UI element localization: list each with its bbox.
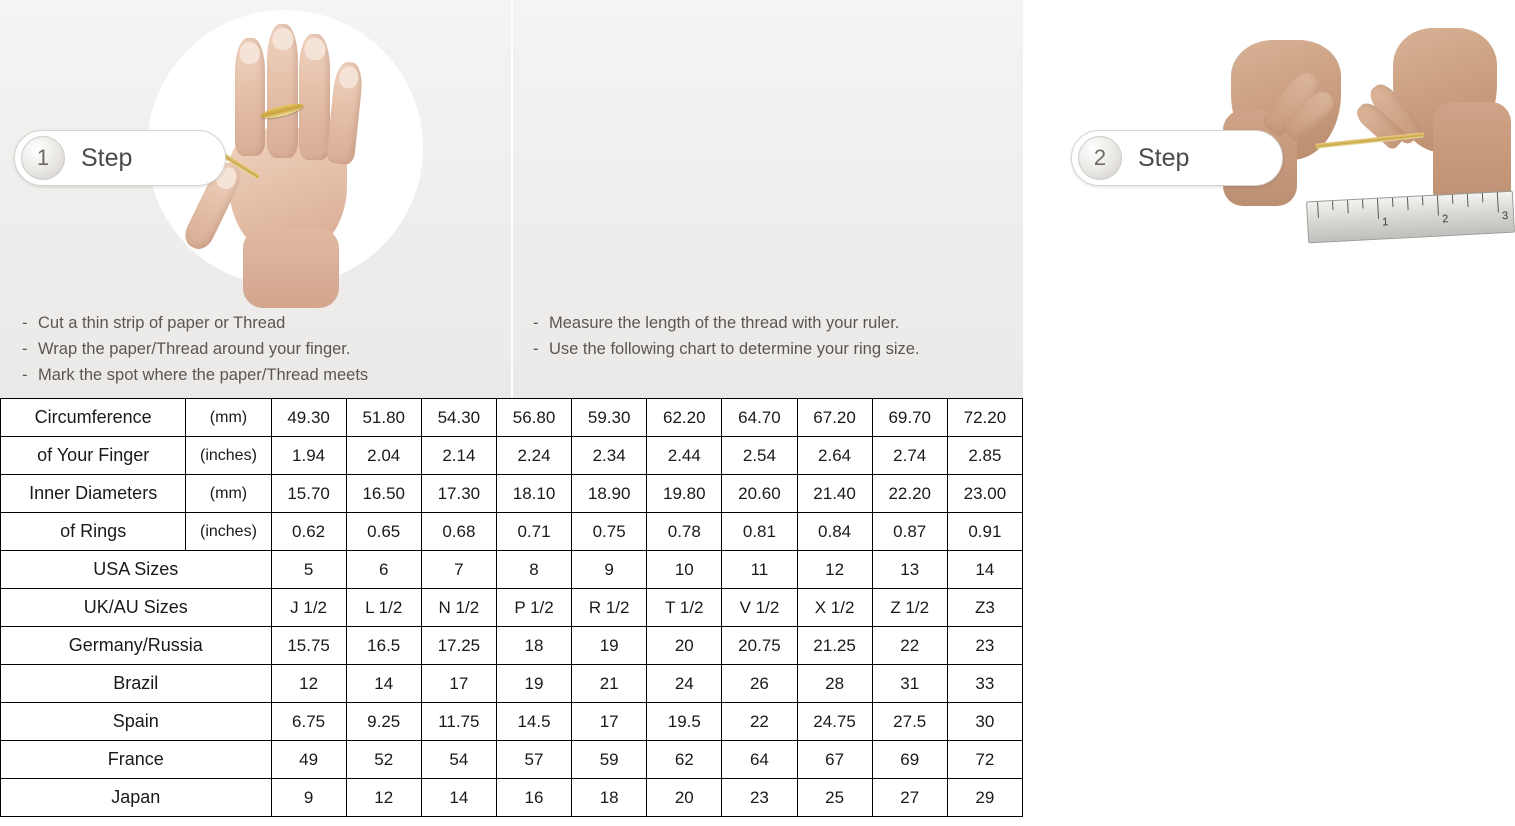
cell: Z3 (947, 589, 1022, 627)
cell: 1.94 (271, 437, 346, 475)
table-row (1, 665, 1023, 703)
cell: 23 (722, 779, 797, 817)
cell: 20.60 (722, 475, 797, 513)
row-label: France (1, 741, 272, 779)
cell: J 1/2 (271, 589, 346, 627)
cell: 59.30 (572, 399, 647, 437)
cell: 49 (271, 741, 346, 779)
cell: 0.75 (572, 513, 647, 551)
cell: 67.20 (797, 399, 872, 437)
cell: 22.20 (872, 475, 947, 513)
instruction-text: Wrap the paper/Thread around your finger. (38, 340, 351, 358)
cell: 19.5 (647, 703, 722, 741)
cell: 7 (421, 551, 496, 589)
instruction-line: - Wrap the paper/Thread around your finger. (22, 340, 351, 358)
cell: 21.40 (797, 475, 872, 513)
step-2-number: 2 (1078, 136, 1122, 180)
row-label: UK/AU Sizes (1, 589, 272, 627)
cell: 11 (722, 551, 797, 589)
cell: 62 (647, 741, 722, 779)
cell: 16.5 (346, 627, 421, 665)
cell: 22 (872, 627, 947, 665)
cell: 0.84 (797, 513, 872, 551)
cell: 2.54 (722, 437, 797, 475)
table-row (1, 741, 1023, 779)
cell: 20 (647, 627, 722, 665)
step-2-badge (1071, 130, 1283, 186)
cell: 19.80 (647, 475, 722, 513)
cell: 2.85 (947, 437, 1022, 475)
cell: 0.62 (271, 513, 346, 551)
cell: 5 (271, 551, 346, 589)
cell: 21.25 (797, 627, 872, 665)
table-row (1, 703, 1023, 741)
cell: 16 (496, 779, 571, 817)
cell: P 1/2 (496, 589, 571, 627)
ring-size-table (0, 398, 1023, 817)
cell: V 1/2 (722, 589, 797, 627)
row-unit: (mm) (186, 475, 271, 513)
cell: 24 (647, 665, 722, 703)
instruction-line: - Use the following chart to determine your ring size. (533, 340, 920, 358)
cell: 6.75 (271, 703, 346, 741)
cell: 15.75 (271, 627, 346, 665)
table-row (1, 779, 1023, 817)
table-row (1, 551, 1023, 589)
cell: 6 (346, 551, 421, 589)
cell: 24.75 (797, 703, 872, 741)
cell: 72.20 (947, 399, 1022, 437)
cell: 64.70 (722, 399, 797, 437)
ruler-number: 2 (1441, 213, 1449, 226)
panel-divider (511, 0, 513, 398)
cell: 26 (722, 665, 797, 703)
cell: 2.34 (572, 437, 647, 475)
cell: 23 (947, 627, 1022, 665)
cell: 18 (496, 627, 571, 665)
row-label: Brazil (1, 665, 272, 703)
cell: 54.30 (421, 399, 496, 437)
cell: 12 (797, 551, 872, 589)
cell: 31 (872, 665, 947, 703)
cell: 10 (647, 551, 722, 589)
cell: 2.74 (872, 437, 947, 475)
instruction-line: - Cut a thin strip of paper or Thread (22, 314, 286, 332)
cell: 0.68 (421, 513, 496, 551)
cell: 52 (346, 741, 421, 779)
cell: 2.44 (647, 437, 722, 475)
step-2-label: Step (1138, 143, 1190, 172)
row-label: Circumference (1, 399, 186, 437)
row-label: of Your Finger (1, 437, 186, 475)
cell: N 1/2 (421, 589, 496, 627)
cell: 0.87 (872, 513, 947, 551)
ruler (1306, 191, 1515, 244)
instruction-line: - Measure the length of the thread with your ruler. (533, 314, 900, 332)
cell: L 1/2 (346, 589, 421, 627)
cell: 0.91 (947, 513, 1022, 551)
cell: 16.50 (346, 475, 421, 513)
cell: 64 (722, 741, 797, 779)
row-label: of Rings (1, 513, 186, 551)
cell: 20 (647, 779, 722, 817)
cell: 14 (346, 665, 421, 703)
cell: 0.78 (647, 513, 722, 551)
cell: 57 (496, 741, 571, 779)
cell: 8 (496, 551, 571, 589)
cell: 59 (572, 741, 647, 779)
cell: 20.75 (722, 627, 797, 665)
table-row (1, 589, 1023, 627)
cell: 17 (421, 665, 496, 703)
cell: 69.70 (872, 399, 947, 437)
step-1-number: 1 (21, 136, 65, 180)
cell: 19 (496, 665, 571, 703)
cell: 2.24 (496, 437, 571, 475)
table-row (1, 399, 1023, 437)
cell: 18 (572, 779, 647, 817)
cell: T 1/2 (647, 589, 722, 627)
cell: X 1/2 (797, 589, 872, 627)
cell: 21 (572, 665, 647, 703)
cell: 11.75 (421, 703, 496, 741)
row-unit: (inches) (186, 513, 271, 551)
cell: 9 (572, 551, 647, 589)
cell: 27.5 (872, 703, 947, 741)
instruction-text: Use the following chart to determine your ring size. (549, 340, 920, 358)
cell: 67 (797, 741, 872, 779)
row-label: Spain (1, 703, 272, 741)
table-row (1, 513, 1023, 551)
cell: 30 (947, 703, 1022, 741)
ruler-number: 3 (1501, 209, 1509, 223)
cell: 49.30 (271, 399, 346, 437)
row-label: Germany/Russia (1, 627, 272, 665)
cell: 23.00 (947, 475, 1022, 513)
cell: 62.20 (647, 399, 722, 437)
cell: 14.5 (496, 703, 571, 741)
instruction-text: Mark the spot where the paper/Thread meets (38, 366, 369, 384)
cell: 0.81 (722, 513, 797, 551)
table-row (1, 475, 1023, 513)
cell: 51.80 (346, 399, 421, 437)
cell: 29 (947, 779, 1022, 817)
steps-section (0, 0, 1509, 398)
instruction-line: - Mark the spot where the paper/Thread meets (22, 366, 369, 384)
cell: 12 (346, 779, 421, 817)
cell: 69 (872, 741, 947, 779)
cell: 18.90 (572, 475, 647, 513)
table-row (1, 437, 1023, 475)
step-1-label: Step (81, 143, 133, 172)
table-row (1, 627, 1023, 665)
cell: 33 (947, 665, 1022, 703)
cell: 14 (421, 779, 496, 817)
cell: 2.14 (421, 437, 496, 475)
row-label: Inner Diameters (1, 475, 186, 513)
cell: 2.04 (346, 437, 421, 475)
cell: 56.80 (496, 399, 571, 437)
cell: 28 (797, 665, 872, 703)
step-1-panel (0, 0, 511, 398)
step-2-instructions (533, 310, 1009, 362)
instruction-text: Cut a thin strip of paper or Thread (38, 314, 286, 332)
cell: 17 (572, 703, 647, 741)
ruler-number: 1 (1381, 216, 1389, 229)
cell: 0.65 (346, 513, 421, 551)
cell: 14 (947, 551, 1022, 589)
step-1-instructions (22, 310, 497, 388)
row-unit: (mm) (186, 399, 271, 437)
cell: 2.64 (797, 437, 872, 475)
cell: 18.10 (496, 475, 571, 513)
instruction-text: Measure the length of the thread with your ruler. (549, 314, 900, 332)
cell: Z 1/2 (872, 589, 947, 627)
step-1-badge (14, 130, 226, 186)
cell: 27 (872, 779, 947, 817)
cell: 9 (271, 779, 346, 817)
cell: 17.30 (421, 475, 496, 513)
cell: R 1/2 (572, 589, 647, 627)
cell: 72 (947, 741, 1022, 779)
step-2-panel (511, 0, 1509, 398)
cell: 9.25 (346, 703, 421, 741)
cell: 0.71 (496, 513, 571, 551)
cell: 25 (797, 779, 872, 817)
cell: 54 (421, 741, 496, 779)
cell: 17.25 (421, 627, 496, 665)
row-unit: (inches) (186, 437, 271, 475)
row-label: Japan (1, 779, 272, 817)
cell: 13 (872, 551, 947, 589)
cell: 12 (271, 665, 346, 703)
row-label: USA Sizes (1, 551, 272, 589)
cell: 15.70 (271, 475, 346, 513)
cell: 22 (722, 703, 797, 741)
cell: 19 (572, 627, 647, 665)
